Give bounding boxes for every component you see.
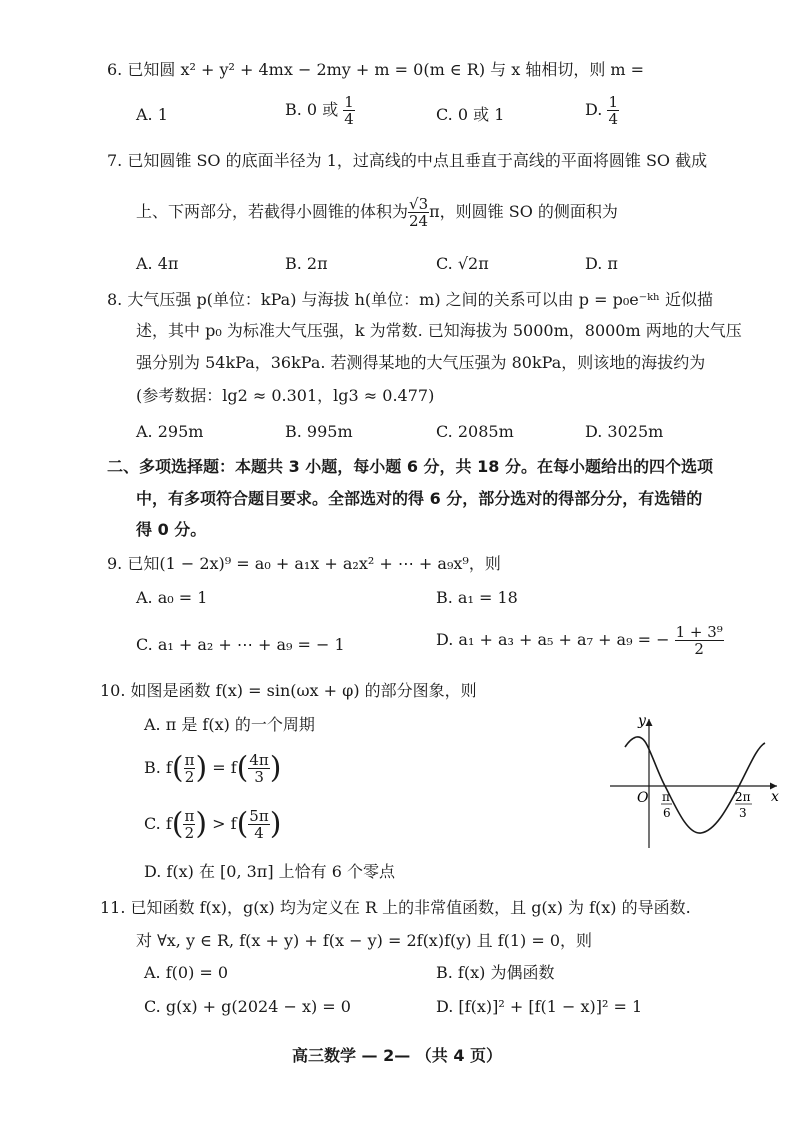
q6-stem: 6. 已知圆 x² + y² + 4mx − 2my + m = 0(m ∈ R) 与 x 轴相切，则 m = (107, 60, 645, 79)
q6-option-d-label: D. (585, 100, 603, 119)
fraction (607, 94, 619, 127)
q8-option-c: C. 2085m (436, 422, 514, 441)
numerator: π (184, 751, 195, 769)
denominator: 2 (694, 640, 704, 658)
numerator: 5π (249, 807, 269, 825)
q7-option-a: A. 4π (136, 254, 179, 273)
tick-label-2pi-3-den: 3 (739, 806, 747, 820)
q7-line-2-tail: π，则圆锥 SO 的侧面积为 (429, 202, 618, 221)
denominator: 3 (254, 768, 264, 786)
q8-line-4: (参考数据：lg2 ≈ 0.301，lg3 ≈ 0.477) (136, 386, 435, 405)
left-paren: ( (236, 750, 249, 786)
q6-option-b-label: B. 0 或 (285, 100, 339, 119)
q9-option-c: C. a₁ + a₂ + ⋯ + a₉ = − 1 (136, 635, 345, 654)
right-paren: ) (269, 806, 282, 842)
origin-label: O (637, 790, 649, 806)
section-2-heading: 二、多项选择题：本题共 3 小题，每小题 6 分，共 18 分。在每小题给出的四个选项 (107, 457, 713, 476)
q9-stem: 9. 已知(1 − 2x)⁹ = a₀ + a₁x + a₂x² + ⋯ + a₉x⁹，则 (107, 554, 501, 573)
numerator: 1 (608, 93, 618, 111)
q11-option-c: C. g(x) + g(2024 − x) = 0 (144, 997, 351, 1016)
denominator: 24 (409, 212, 429, 230)
sine-graph (605, 705, 785, 855)
q9-option-d-label: D. a₁ + a₃ + a₅ + a₇ + a₉ = − (436, 630, 670, 649)
numerator: √3 (409, 195, 429, 213)
q10-option-c (144, 808, 281, 841)
q8-line-3: 强分别为 54kPa，36kPa. 若测得某地的大气压强为 80kPa，则该地的海拔约为 (136, 353, 706, 372)
tick-label-pi-6-num: π (662, 790, 670, 804)
q10-stem: 10. 如图是函数 f(x) = sin(ωx + φ) 的部分图象，则 (100, 681, 477, 700)
section-2-line-3: 得 0 分。 (136, 520, 207, 539)
q9-option-a: A. a₀ = 1 (136, 588, 208, 607)
q8-option-b: B. 995m (285, 422, 353, 441)
fraction (408, 196, 429, 229)
q10-option-a: A. π 是 f(x) 的一个周期 (144, 715, 315, 734)
page-footer: 高三数学 — 2— （共 4 页） (291, 1046, 503, 1065)
q10-option-d: D. f(x) 在 [0, 3π] 上恰有 6 个零点 (144, 862, 396, 881)
q10-option-b (144, 752, 282, 785)
q8-line-2: 述，其中 p₀ 为标准大气压强，k 为常数. 已知海拔为 5000m，8000m 两地的大气压 (136, 321, 742, 340)
q11-line-2: 对 ∀x, y ∈ R, f(x + y) + f(x − y) = 2f(x)f(y) 且 f(1) = 0，则 (136, 931, 593, 950)
denominator: 2 (184, 768, 195, 786)
tick-label-2pi-3-num: 2π (735, 790, 751, 804)
q10-option-b-label: B. f (144, 758, 172, 777)
x-axis-label: x (771, 789, 779, 805)
q9-option-d (436, 624, 724, 657)
q10-option-b-relation: = f (212, 758, 237, 777)
q6-option-c: C. 0 或 1 (436, 105, 505, 124)
q7-line-1: 7. 已知圆锥 SO 的底面半径为 1，过高线的中点且垂直于高线的平面将圆锥 SO 截成 (107, 151, 708, 170)
fraction (183, 808, 195, 841)
fraction (248, 808, 269, 841)
section-2-line-2: 中，有多项符合题目要求。全部选对的得 6 分，部分选对的得部分分，有选错的 (136, 489, 703, 508)
q10-option-c-relation: > f (212, 814, 237, 833)
q8-line-1: 8. 大气压强 p(单位：kPa) 与海拔 h(单位：m) 之间的关系可以由 p = p₀e⁻ᵏʰ 近似描 (107, 290, 713, 309)
q7-line-2 (136, 196, 618, 229)
numerator: π (184, 807, 195, 825)
q6-option-a: A. 1 (136, 105, 168, 124)
q7-option-b: B. 2π (285, 254, 328, 273)
q8-option-a: A. 295m (136, 422, 204, 441)
right-paren: ) (269, 750, 282, 786)
q10-option-c-label: C. f (144, 814, 172, 833)
q11-option-b: B. f(x) 为偶函数 (436, 963, 555, 982)
numerator: 1 + 3⁹ (675, 623, 723, 641)
q8-option-d: D. 3025m (585, 422, 664, 441)
q7-option-c: C. √2π (436, 254, 489, 273)
q7-line-2-text: 上、下两部分，若截得小圆锥的体积为 (136, 202, 409, 221)
right-paren: ) (195, 806, 208, 842)
denominator: 4 (608, 110, 618, 128)
q7-option-d: D. π (585, 254, 618, 273)
denominator: 2 (184, 824, 195, 842)
fraction (343, 94, 355, 127)
numerator: 4π (249, 751, 269, 769)
q11-option-a: A. f(0) = 0 (144, 963, 229, 982)
q6-option-d (585, 94, 619, 127)
numerator: 1 (344, 93, 354, 111)
left-paren: ( (171, 806, 184, 842)
y-axis-label: y (638, 713, 646, 729)
fraction (184, 752, 196, 785)
q11-line-1: 11. 已知函数 f(x)，g(x) 均为定义在 R 上的非常值函数，且 g(x) 为 f(x) 的导函数. (100, 898, 691, 917)
right-paren: ) (195, 750, 208, 786)
fraction (248, 752, 269, 785)
q9-option-b: B. a₁ = 18 (436, 588, 518, 607)
fraction (675, 624, 724, 657)
tick-label-pi-6-den: 6 (663, 806, 671, 820)
denominator: 4 (344, 110, 354, 128)
left-paren: ( (236, 806, 249, 842)
left-paren: ( (171, 750, 184, 786)
denominator: 4 (254, 824, 264, 842)
q11-option-d: D. [f(x)]² + [f(1 − x)]² = 1 (436, 997, 643, 1016)
q6-option-b (285, 94, 355, 127)
